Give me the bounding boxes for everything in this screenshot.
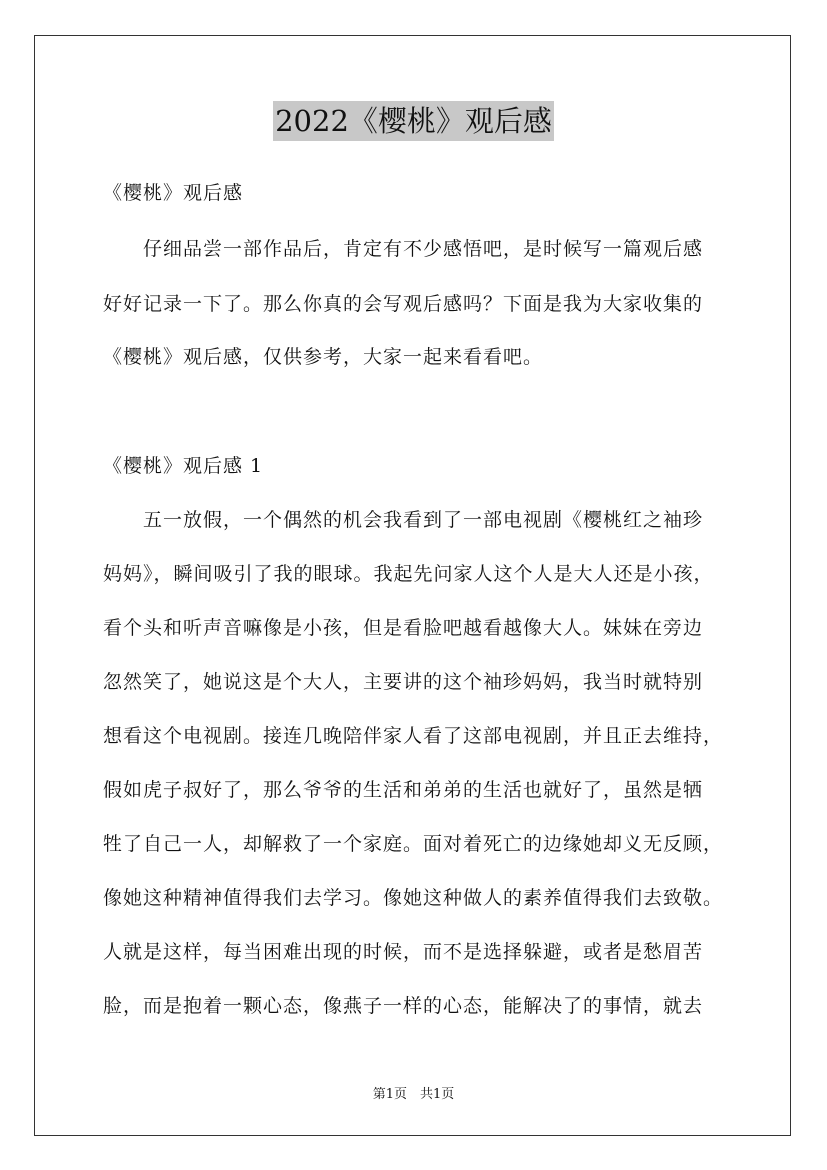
section1-heading: 《樱桃》观后感 1: [103, 455, 264, 477]
document-title: 2022《樱桃》观后感: [273, 101, 554, 141]
section1-line-2: 妈妈》，瞬间吸引了我的眼球。我起先问家人这个人是大人还是小孩，: [103, 563, 714, 585]
intro-line-1: 仔细品尝一部作品后，肯定有不少感悟吧，是时候写一篇观后感: [143, 238, 704, 260]
intro-heading: 《樱桃》观后感: [103, 182, 244, 204]
section1-line-3: 看个头和听声音嘛像是小孩，但是看脸吧越看越像大人。妹妹在旁边: [103, 617, 704, 639]
intro-line-3: 《樱桃》观后感，仅供参考，大家一起来看看吧。: [103, 346, 544, 368]
page-number-footer: 第1页 共1页: [372, 1087, 455, 1102]
intro-line-2: 好好记录一下了。那么你真的会写观后感吗？下面是我为大家收集的: [103, 293, 704, 315]
section1-line-1: 五一放假，一个偶然的机会我看到了一部电视剧《樱桃红之袖珍: [143, 509, 704, 531]
section1-line-7: 牲了自己一人，却解救了一个家庭。面对着死亡的边缘她却义无反顾，: [103, 833, 724, 855]
title-container: [0, 101, 827, 141]
section1-line-5: 想看这个电视剧。接连几晚陪伴家人看了这部电视剧，并且正去维持，: [103, 725, 724, 747]
section1-line-8: 像她这种精神值得我们去学习。像她这种做人的素养值得我们去致敬。: [103, 887, 724, 909]
section1-line-9: 人就是这样，每当困难出现的时候，而不是选择躲避，或者是愁眉苦: [103, 941, 704, 963]
section1-line-4: 忽然笑了，她说这是个大人，主要讲的这个袖珍妈妈，我当时就特别: [103, 671, 704, 693]
section1-line-6: 假如虎子叔好了，那么爷爷的生活和弟弟的生活也就好了，虽然是牺: [103, 779, 704, 801]
section1-line-10: 脸，而是抱着一颗心态，像燕子一样的心态，能解决了的事情，就去: [103, 995, 704, 1017]
